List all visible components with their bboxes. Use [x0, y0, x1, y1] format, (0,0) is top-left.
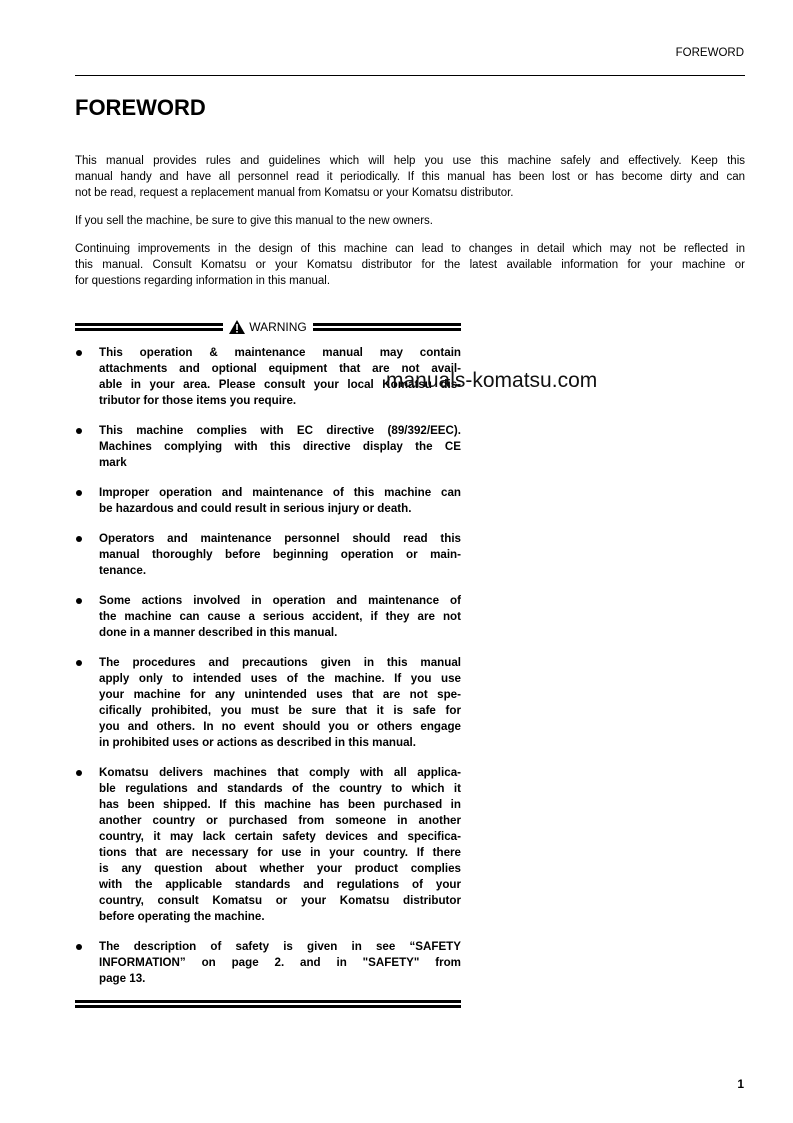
- text-line: The procedures and precautions given in this manual: [99, 656, 461, 669]
- text-line: done in a manner described in this manual.: [99, 626, 338, 639]
- list-item: [75, 655, 461, 751]
- text-line: INFORMATION” on page 2. and in "SAFETY" from: [99, 956, 461, 969]
- bullet-icon: [76, 944, 82, 950]
- text-line: This operation & maintenance manual may contain: [99, 346, 461, 359]
- text-line: with the applicable standards and regulations of your: [99, 878, 461, 891]
- text-line: Operators and maintenance personnel should read this: [99, 532, 461, 545]
- text-line: has been shipped. If this machine has been purchased in: [99, 798, 461, 811]
- text-line: The description of safety is given in see “SAFETY: [99, 940, 461, 953]
- text-line: in prohibited uses or actions as described in this manual.: [99, 736, 416, 749]
- text-line: the machine can cause a serious accident, if they are not: [99, 610, 461, 623]
- double-rule: [313, 323, 461, 331]
- page-title: FOREWORD: [75, 95, 206, 120]
- text-line: country, consult Komatsu or your Komatsu distributor: [99, 894, 461, 907]
- text-line: tions that are necessary for use in your country. If there: [99, 846, 461, 859]
- paragraph: [75, 213, 745, 229]
- text-line: mark: [99, 456, 127, 469]
- text-line: Some actions involved in operation and maintenance of: [99, 594, 461, 607]
- text-line: ble regulations and standards of the country to which it: [99, 782, 461, 795]
- text-line: is any question about whether your product complies: [99, 862, 461, 875]
- header-rule: [75, 75, 745, 76]
- text-line: another country or purchased from someone in another: [99, 814, 461, 827]
- list-item: [75, 423, 461, 471]
- text-line: tributor for those items you require.: [99, 394, 297, 407]
- list-item: [75, 485, 461, 517]
- warning-bottom-rule: [75, 1000, 461, 1008]
- list-item: [75, 939, 461, 987]
- bullet-icon: [76, 490, 82, 496]
- text-line: tenance.: [99, 564, 147, 577]
- warning-header: [75, 318, 461, 336]
- text-line: you and others. In no event should you or others engage: [99, 720, 461, 733]
- list-item: [75, 593, 461, 641]
- text-line: not be read, request a replacement manual from Komatsu or your Komatsu distributor.: [75, 187, 514, 199]
- text-line: able in your area. Please consult your local Komatsu dis-: [99, 378, 461, 391]
- text-line: attachments and optional equipment that are not avail-: [99, 362, 461, 375]
- bullet-icon: [76, 660, 82, 666]
- watermark: manuals-komatsu.com: [386, 369, 598, 392]
- warning-label-text: WARNING: [249, 320, 307, 334]
- warning-box: [75, 318, 461, 1008]
- text-line: your machine for any unintended uses that are not spe-: [99, 688, 461, 701]
- running-head: FOREWORD: [675, 47, 744, 59]
- intro-text: [75, 153, 745, 301]
- text-line: Komatsu delivers machines that comply with all applica-: [99, 766, 461, 779]
- text-line: page 13.: [99, 972, 146, 985]
- bullet-icon: [76, 428, 82, 434]
- text-line: apply only to intended uses of the machine. If you use: [99, 672, 461, 685]
- text-line: Continuing improvements in the design of this machine can lead to changes in detail which may not be reflected in: [75, 243, 745, 255]
- bullet-icon: [76, 770, 82, 776]
- text-line: this manual. Consult Komatsu or your Komatsu distributor for the latest available information for your machine or: [75, 259, 745, 271]
- text-line: Machines complying with this directive display the CE: [99, 440, 461, 453]
- page-number: 1: [737, 1077, 744, 1091]
- bullet-icon: [76, 350, 82, 356]
- text-line: cifically prohibited, you must be sure that it is safe for: [99, 704, 461, 717]
- list-item: [75, 531, 461, 579]
- paragraph: [75, 241, 745, 289]
- text-line: for questions regarding information in this manual.: [75, 275, 331, 287]
- list-item: [75, 765, 461, 925]
- warning-triangle-icon: [229, 320, 245, 334]
- warning-list: [75, 345, 461, 987]
- text-line: country, it may lack certain safety devices and specifica-: [99, 830, 461, 843]
- text-line: before operating the machine.: [99, 910, 265, 923]
- warning-label: [223, 320, 313, 334]
- bullet-icon: [76, 536, 82, 542]
- double-rule: [75, 323, 223, 331]
- text-line: Improper operation and maintenance of this machine can: [99, 486, 461, 499]
- text-line: This manual provides rules and guidelines which will help you use this machine safely and effectively. Keep this: [75, 155, 745, 167]
- paragraph: [75, 153, 745, 201]
- text-line: be hazardous and could result in serious injury or death.: [99, 502, 412, 515]
- text-line: This machine complies with EC directive (89/392/EEC).: [99, 424, 461, 437]
- bullet-icon: [76, 598, 82, 604]
- text-line: manual handy and have all personnel read it periodically. If this manual has been lost or has become dirty and can: [75, 171, 745, 183]
- text-line: If you sell the machine, be sure to give this manual to the new owners.: [75, 215, 433, 227]
- text-line: manual thoroughly before beginning operation or main-: [99, 548, 461, 561]
